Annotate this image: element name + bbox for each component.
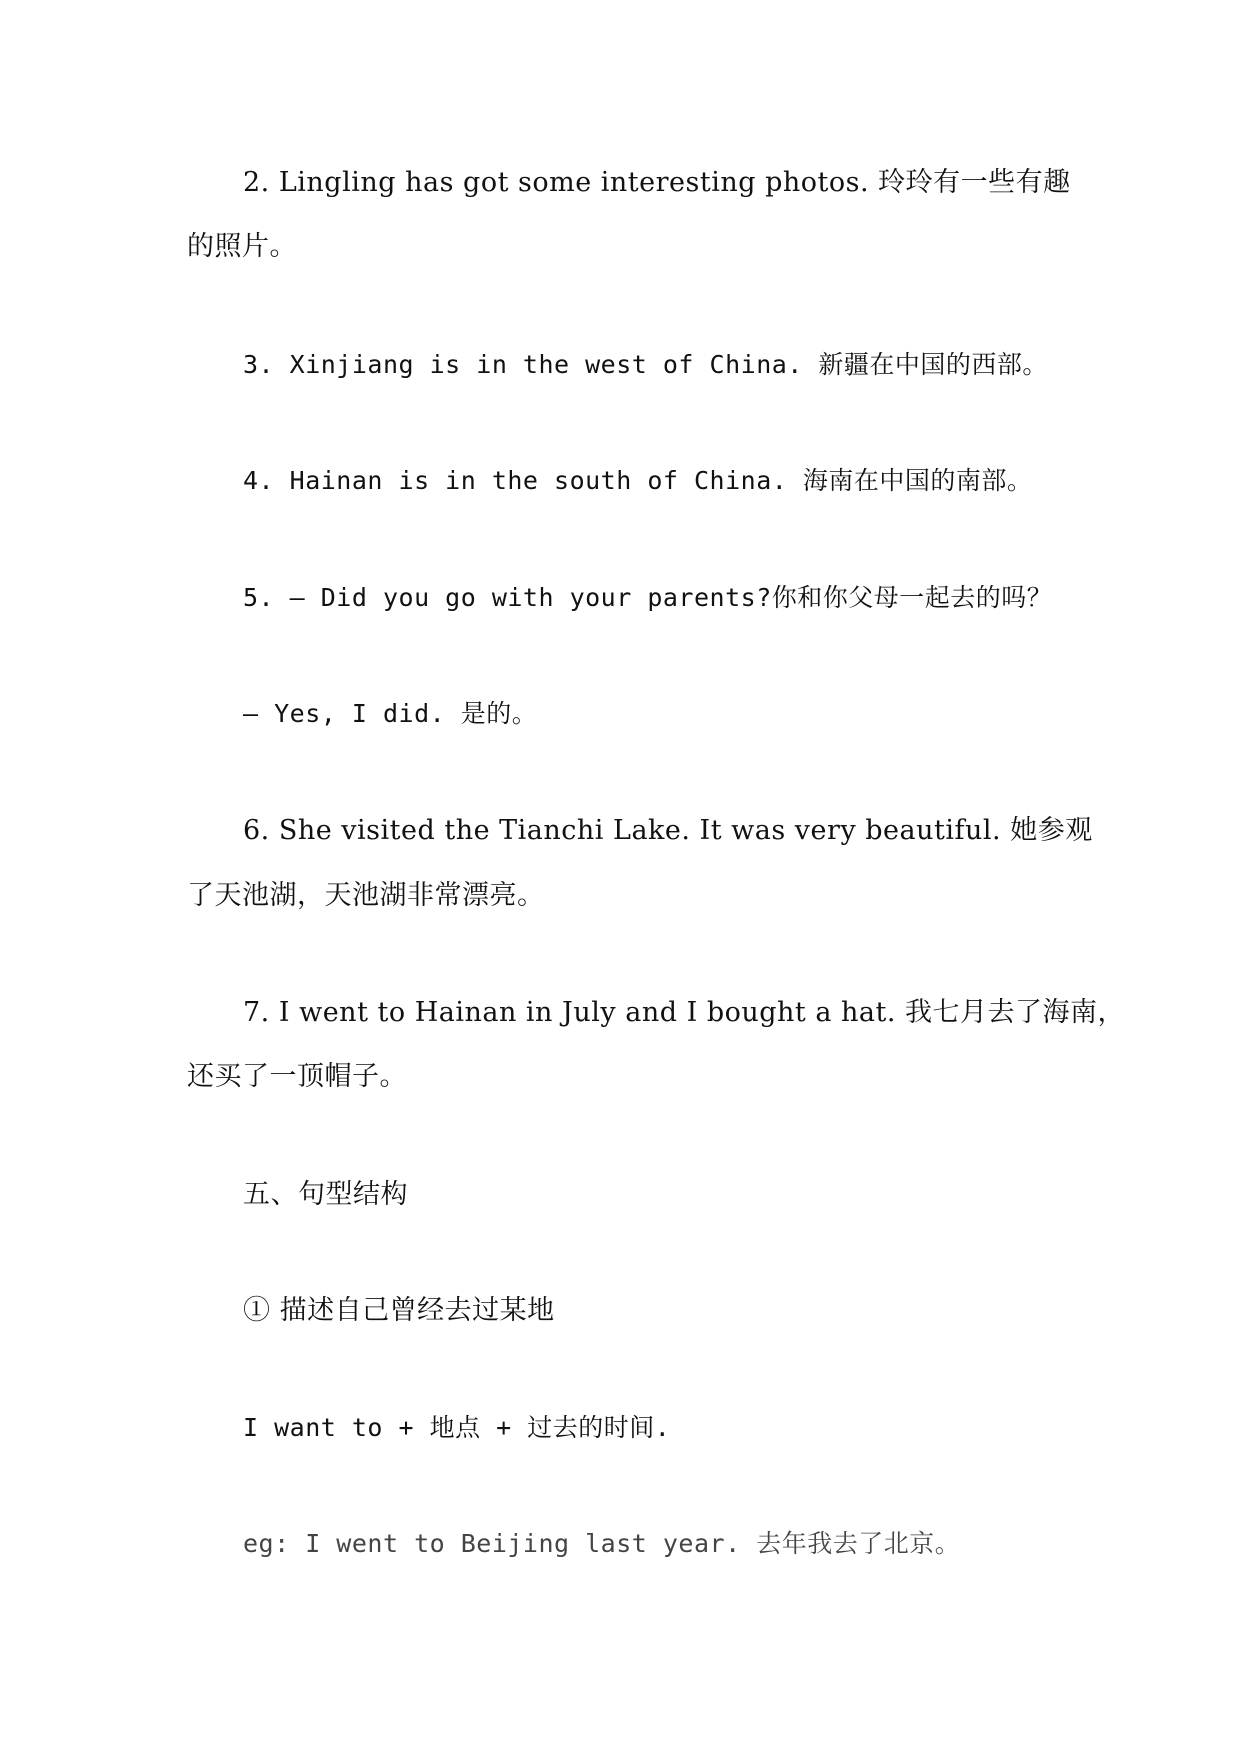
sentence-2-line-2: 的照片。 [187, 231, 297, 262]
sentence-6-line-1: 6. She visited the Tianchi Lake. It was very beautiful. 她参观 [243, 815, 1093, 846]
example-sentence: eg: I went to Beijing last year. 去年我去了北京。 [243, 1529, 961, 1558]
sentence-6-line-2: 了天池湖，天池湖非常漂亮。 [187, 880, 545, 911]
sentence-5-question: 5. — Did you go with your parents?你和你父母一起去的吗？ [243, 583, 1053, 612]
sentence-7-line-1: 7. I went to Hainan in July and I bought a hat. 我七月去了海南， [243, 997, 1126, 1028]
sentence-7-line-2: 还买了一顶帽子。 [187, 1061, 407, 1092]
sentence-3: 3. Xinjiang is in the west of China. 新疆在中国的西部。 [243, 350, 1048, 379]
sentence-5-answer: — Yes, I did. 是的。 [243, 699, 538, 728]
sentence-4: 4. Hainan is in the south of China. 海南在中国的南部。 [243, 466, 1033, 495]
subsection-heading: ① 描述自己曾经去过某地 [243, 1295, 555, 1326]
sentence-pattern: I want to + 地点 + 过去的时间. [243, 1413, 671, 1442]
section-heading: 五、句型结构 [243, 1179, 408, 1210]
sentence-2-line-1: 2. Lingling has got some interesting photos. 玲玲有一些有趣 [243, 167, 1071, 198]
